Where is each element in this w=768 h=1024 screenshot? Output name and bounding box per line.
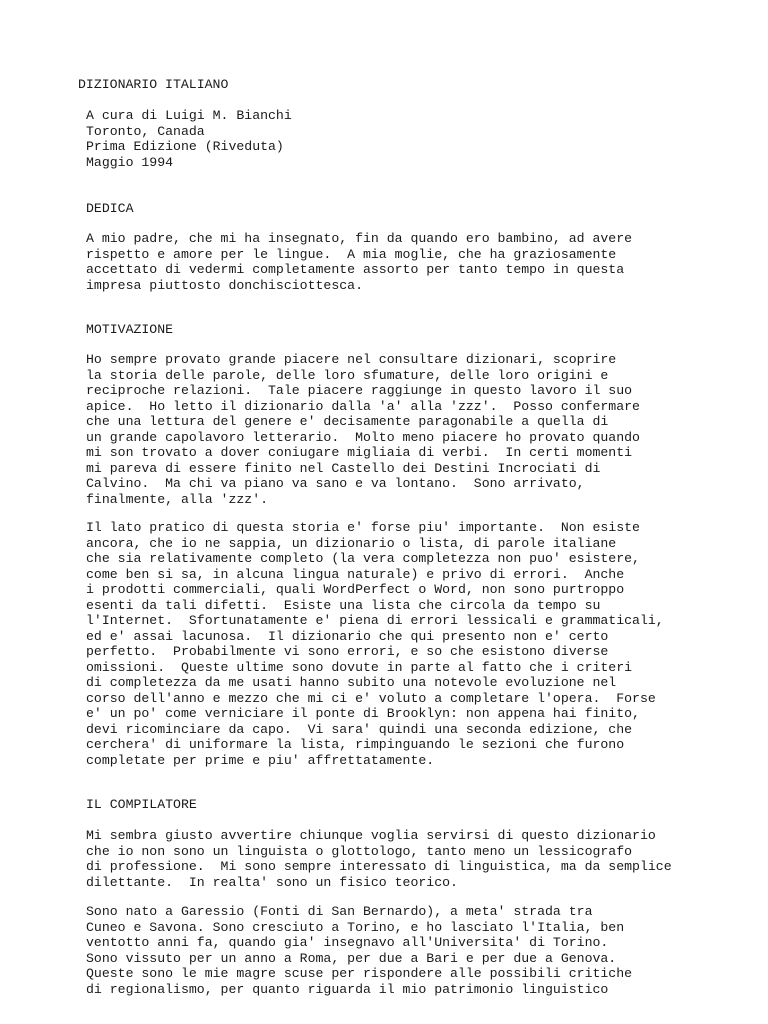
paragraph-line: Ho sempre provato grande piacere nel consultare dizionari, scoprire (86, 352, 617, 367)
paragraph-line: completate per prime e piu' affrettatamente. (86, 752, 435, 768)
paragraph-line: esenti da tali difetti. Esiste una lista che circola da tempo su (86, 597, 601, 613)
paragraph-line: di professione. Mi sono sempre interessato di linguistica, ma da semplice (86, 859, 672, 874)
paragraph-line: Sono nato a Garessio (Fonti di San Bernardo), a meta' strada tra (86, 904, 593, 919)
credit-line: Maggio 1994 (86, 154, 174, 170)
section-heading-il-compilatore: IL COMPILATORE (86, 797, 197, 812)
paragraph-line: e' un po' come verniciare il ponte di Brooklyn: non appena hai finito, (86, 706, 640, 721)
paragraph-line: devi ricominciare da capo. Vi sara' quindi una seconda edizione, che (86, 721, 633, 737)
paragraph-line: mi son trovato a dover coniugare migliaia di verbi. In certi momenti (86, 445, 633, 460)
paragraph-line: A mio padre, che mi ha insegnato, fin da quando ero bambino, ad avere (86, 231, 633, 246)
paragraph-line: dilettante. In realta' sono un fisico teorico. (86, 874, 458, 890)
paragraph-line: i prodotti commerciali, quali WordPerfect o Word, non sono purtroppo (86, 582, 625, 597)
paragraph-line: Calvino. Ma chi va piano va sano e va lontano. Sono arrivato, (86, 476, 585, 491)
paragraph-line: perfetto. Probabilmente vi sono errori, e so che esistono diverse (86, 644, 609, 659)
credit-line: Prima Edizione (Riveduta) (86, 139, 284, 154)
paragraph-line: ed e' assai lacunosa. Il dizionario che qui presento non e' certo (86, 628, 609, 644)
paragraph-line: omissioni. Queste ultime sono dovute in parte al fatto che i criteri (86, 659, 633, 675)
paragraph-line: che io non sono un linguista o glottologo, tanto meno un lessicografo (86, 843, 633, 859)
paragraph-line: accettato di vedermi completamente assorto per tanto tempo in questa (86, 262, 625, 277)
paragraph-line: la storia delle parole, delle loro sfumature, delle loro origini e (86, 367, 609, 383)
credit-line: Toronto, Canada (86, 123, 205, 139)
paragraph-line: mi pareva di essere finito nel Castello dei Destini Incrociati di (86, 460, 601, 476)
paragraph-line: Mi sembra giusto avvertire chiunque voglia servirsi di questo dizionario (86, 828, 656, 843)
paragraph-line: rispetto e amore per le lingue. A mia moglie, che ha graziosamente (86, 246, 617, 262)
paragraph-line: l'Internet. Sfortunatamente e' piena di errori lessicali e grammaticali, (86, 613, 664, 628)
paragraph-line: reciproche relazioni. Tale piacere raggiunge in questo lavoro il suo (86, 383, 633, 398)
paragraph-line: corso dell'anno e mezzo che mi ci e' voluto a completare l'opera. Forse (86, 690, 656, 706)
paragraph-line: Sono vissuto per un anno a Roma, per due a Bari e per due a Genova. (86, 950, 617, 966)
document-title: DIZIONARIO ITALIANO (78, 77, 229, 92)
paragraph-line: di regionalismo, per quanto riguarda il mio patrimonio linguistico (86, 981, 609, 997)
paragraph-line: ventotto anni fa, quando gia' insegnavo all'Universita' di Torino. (86, 935, 609, 950)
paragraph-line: Il lato pratico di questa storia e' forse piu' importante. Non esiste (86, 520, 640, 535)
section-heading-dedica: DEDICA (86, 201, 134, 216)
paragraph-line: un grande capolavoro letterario. Molto meno piacere ho provato quando (86, 429, 640, 445)
paragraph-line: apice. Ho letto il dizionario dalla 'a' alla 'zzz'. Posso confermare (86, 398, 640, 414)
paragraph-line: cerchera' di uniformare la lista, rimpinguando le sezioni che furono (86, 737, 625, 752)
paragraph-line: Queste sono le mie magre scuse per rispondere alle possibili critiche (86, 966, 633, 981)
paragraph-line: impresa piuttosto donchisciottesca. (86, 277, 363, 293)
paragraph-line: che sia relativamente completo (la vera completezza non puo' esistere, (86, 551, 640, 566)
paragraph-line: finalmente, alla 'zzz'. (86, 491, 269, 507)
paragraph-line: Cuneo e Savona. Sono cresciuto a Torino, e ho lasciato l'Italia, ben (86, 919, 625, 935)
paragraph-line: ancora, che io ne sappia, un dizionario o lista, di parole italiane (86, 535, 617, 551)
paragraph-line: come ben si sa, in alcuna lingua naturale) e privo di errori. Anche (86, 566, 625, 582)
section-heading-motivazione: MOTIVAZIONE (86, 322, 174, 337)
paragraph-line: che una lettura del genere e' decisamente paragonabile a quella di (86, 414, 609, 429)
credit-line: A cura di Luigi M. Bianchi (86, 108, 292, 123)
paragraph-line: di completezza da me usati hanno subito una notevole evoluzione nel (86, 675, 617, 690)
